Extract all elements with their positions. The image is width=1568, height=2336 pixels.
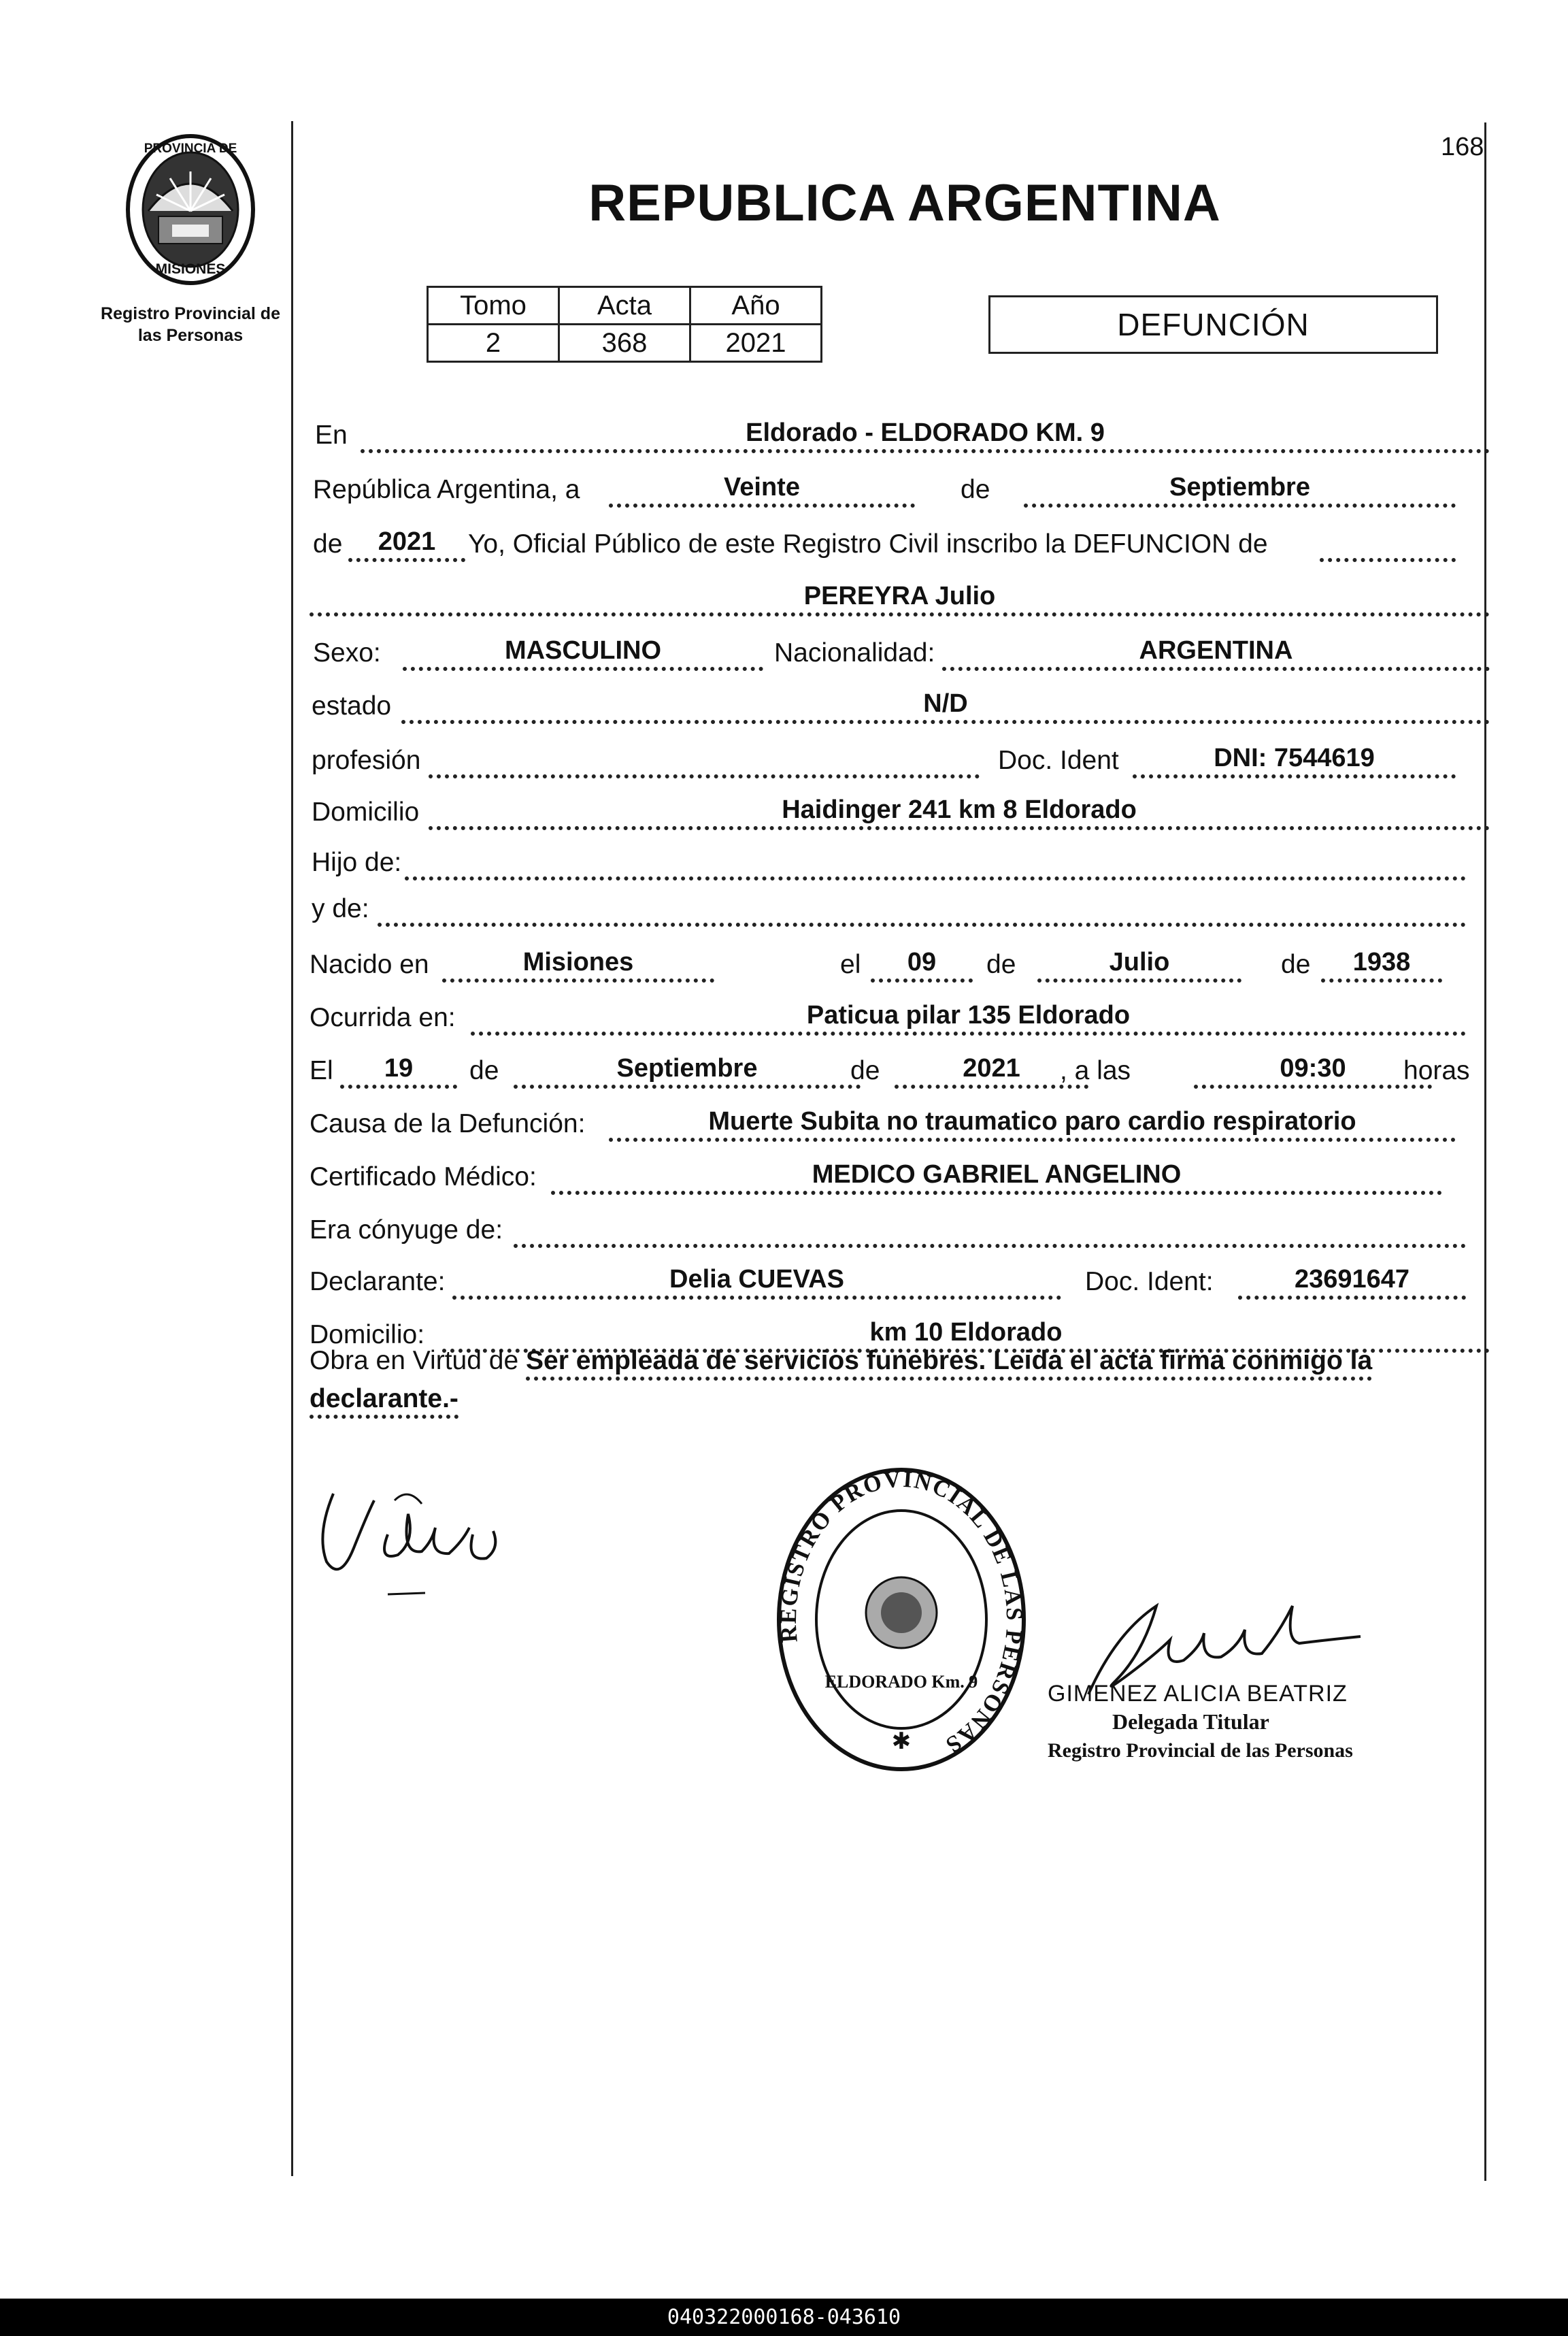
value-estado: N/D (923, 689, 968, 718)
obra-en-virtud (310, 1342, 1490, 1418)
value-hora: 09:30 (1280, 1054, 1346, 1083)
declarant-signature (313, 1473, 531, 1609)
register-value-row (428, 325, 822, 362)
label-doc-ident: Doc. Ident (998, 746, 1119, 775)
value-nacido-dia: 09 (907, 948, 937, 976)
row-hijo-de (310, 844, 1490, 885)
province-seal-logo (121, 129, 261, 286)
label-el: El (310, 1056, 333, 1085)
label-muerte-de1: de (469, 1056, 499, 1085)
label-causa: Causa de la Defunción: (310, 1109, 586, 1138)
value-anio: 2021 (378, 527, 436, 556)
signatory-role: Delegada Titular (1112, 1709, 1269, 1734)
value-nacido-lugar: Misiones (522, 948, 634, 976)
label-a-las: , a las (1060, 1056, 1131, 1085)
page-number: 168 (1441, 133, 1484, 161)
row-certificado (310, 1158, 1490, 1199)
record-type-box: DEFUNCIÓN (988, 295, 1438, 354)
label-profesion: profesión (312, 746, 421, 775)
register-value-anio: 2021 (690, 325, 822, 362)
label-muerte-de2: de (850, 1056, 880, 1085)
svg-text:REGISTRO PROVINCIAL DE LAS PER: REGISTRO PROVINCIAL DE LAS PERSONAS (775, 1466, 1027, 1758)
register-value-acta: 368 (559, 325, 690, 362)
value-sexo: MASCULINO (504, 636, 662, 665)
value-obra-line2: declarante.- (310, 1384, 458, 1419)
register-header-tomo: Tomo (428, 287, 559, 325)
label-nacido-de1: de (986, 950, 1016, 979)
value-obra-line1: Ser empleada de servicios funebres. Leida el acta firma conmigo la (526, 1346, 1372, 1381)
field-y-de-line (378, 889, 1466, 927)
label-certificado: Certificado Médico: (310, 1162, 537, 1191)
value-lugar: Eldorado - ELDORADO KM. 9 (746, 418, 1105, 447)
label-conyuge: Era cónyuge de: (310, 1215, 503, 1245)
label-de: de (961, 475, 990, 504)
row-lugar (310, 416, 1490, 457)
label-ocurrida: Ocurrida en: (310, 1003, 456, 1032)
value-nacionalidad: ARGENTINA (1139, 636, 1293, 665)
row-nacimiento (310, 946, 1490, 987)
label-sexo: Sexo: (313, 638, 381, 668)
row-domicilio (310, 793, 1490, 834)
field-hijo-line (405, 842, 1466, 881)
label-domicilio: Domicilio (312, 797, 420, 827)
value-mes: Septiembre (1169, 473, 1310, 501)
svg-text:ELDORADO Km. 9: ELDORADO Km. 9 (824, 1672, 978, 1692)
label-doc-ident-declarante: Doc. Ident: (1085, 1267, 1214, 1296)
register-header-acta: Acta (559, 287, 690, 325)
value-doc-ident-declarante: 23691647 (1294, 1265, 1410, 1294)
label-nacido-de2: de (1281, 950, 1311, 979)
left-margin-rule (291, 121, 293, 2176)
label-oficial: Yo, Oficial Público de este Registro Civil inscribo la DEFUNCION de (468, 529, 1268, 559)
signatory-name: GIMENEZ ALICIA BEATRIZ (1048, 1681, 1348, 1707)
value-doc-ident: DNI: 7544619 (1214, 744, 1375, 772)
row-profesion-doc (310, 742, 1490, 783)
label-obra: Obra en Virtud de (310, 1346, 519, 1375)
row-anio-oficial (310, 525, 1490, 566)
label-estado: estado (312, 691, 392, 721)
svg-text:MISIONES: MISIONES (155, 261, 226, 277)
row-nombre (310, 580, 1490, 621)
register-header-row (428, 287, 822, 325)
label-y-de: y de: (312, 894, 369, 923)
row-ocurrida (310, 999, 1490, 1040)
row-causa (310, 1105, 1490, 1146)
value-nombre: PEREYRA Julio (803, 582, 996, 610)
value-causa: Muerte Subita no traumatico paro cardio respiratorio (708, 1107, 1356, 1136)
svg-text:✱: ✱ (891, 1728, 912, 1755)
value-muerte-anio: 2021 (963, 1054, 1020, 1083)
value-dia-palabras: Veinte (724, 473, 800, 501)
agency-caption-line2: las Personas (137, 326, 244, 345)
value-nacido-anio: 1938 (1352, 948, 1411, 976)
label-en: En (315, 421, 348, 450)
label-nacido-en: Nacido en (310, 950, 429, 979)
agency-caption (82, 303, 299, 346)
register-header-anio: Año (690, 287, 822, 325)
field-profesion-line (429, 740, 980, 778)
value-nacido-mes: Julio (1109, 948, 1170, 976)
label-domicilio-declarante: Domicilio: (310, 1320, 425, 1349)
field-oficial-tail-line (1320, 524, 1456, 562)
row-fecha-hora (310, 1052, 1490, 1093)
signatory-office: Registro Provincial de las Personas (1048, 1739, 1353, 1762)
value-domicilio: Haidinger 241 km 8 Eldorado (782, 795, 1137, 824)
row-estado (310, 687, 1490, 728)
register-value-tomo: 2 (428, 325, 559, 362)
field-conyuge-line (514, 1210, 1466, 1248)
row-y-de (310, 890, 1490, 931)
value-declarante: Delia CUEVAS (669, 1265, 844, 1294)
document-title: REPUBLICA ARGENTINA (588, 174, 1221, 232)
agency-caption-line1: Registro Provincial de (101, 304, 280, 323)
label-year-de: de (313, 529, 343, 559)
value-muerte-dia: 19 (384, 1054, 414, 1083)
value-domicilio-declarante: km 10 Eldorado (869, 1318, 1063, 1347)
value-muerte-mes: Septiembre (616, 1054, 758, 1083)
row-conyuge (310, 1211, 1490, 1252)
label-nacionalidad: Nacionalidad: (774, 638, 935, 668)
row-sexo-nacionalidad (310, 634, 1490, 675)
row-declarante (310, 1263, 1490, 1304)
label-hijo-de: Hijo de: (312, 848, 402, 877)
register-table (427, 286, 822, 363)
label-republica: República Argentina, a (313, 475, 580, 504)
official-stamp (765, 1463, 1037, 1790)
label-nacido-el: el (840, 950, 861, 979)
label-horas: horas (1403, 1056, 1470, 1085)
footer-barcode-text: 040322000168-043610 (0, 2299, 1568, 2336)
value-certificado: MEDICO GABRIEL ANGELINO (812, 1160, 1182, 1189)
row-fecha-inscripcion (310, 471, 1490, 512)
label-declarante: Declarante: (310, 1267, 446, 1296)
svg-text:PROVINCIA DE: PROVINCIA DE (144, 142, 237, 156)
value-ocurrida: Paticua pilar 135 Eldorado (806, 1001, 1131, 1030)
